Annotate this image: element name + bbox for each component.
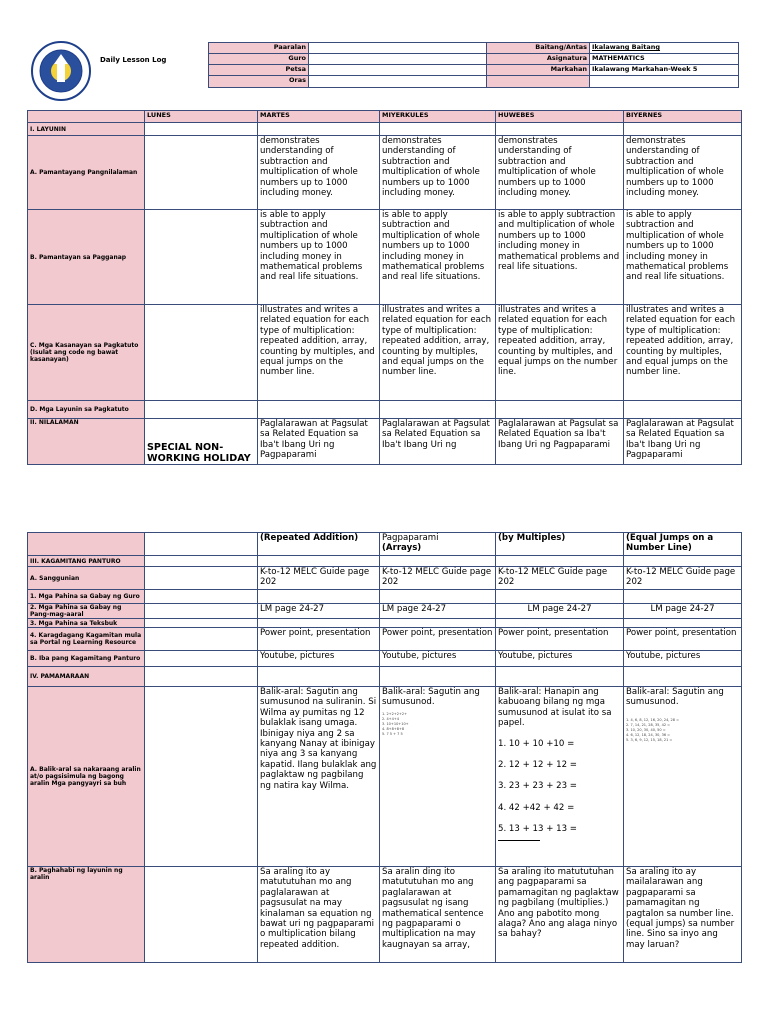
date-field[interactable]: [309, 65, 487, 76]
type-repeated-addition: (Repeated Addition): [258, 533, 380, 556]
row-label-sanggunian: A. Sanggunian: [28, 567, 145, 590]
equation-1: 1. 10 + 10 +10 =: [498, 738, 575, 749]
empty-label: [487, 76, 590, 88]
cell: Youtube, pictures: [624, 651, 742, 667]
cell: K-to-12 MELC Guide page 202: [380, 567, 496, 590]
empty-value: [590, 76, 739, 88]
cell: is able to apply subtraction and multiplication of whole numbers up to 1000 including money in mathematical problems and real life situations.: [380, 210, 496, 305]
balik-aral-martes: Balik-aral: Sagutin ang sumusunod na suliranin. Si Wilma ay pumitas ng 12 bulaklak isang umaga. Ibinigay niya ang 2 sa kanyang Nanay at ibinigay niya ang 3 sa kanyang kapatid. Ilang bulaklak ang paglaktaw ng pagbilang ng natira kay Wilma.: [258, 687, 380, 867]
cell: Paglalarawan at Pagsulat sa Related Equation sa Iba't Ibang Uri ng Pagpaparami: [258, 419, 380, 465]
cell: illustrates and writes a related equation for each type of multiplication: repeated addition, array, counting by multiples, and equal jumps on the number line.: [496, 305, 624, 401]
cell: Youtube, pictures: [496, 651, 624, 667]
procedures-table: [27, 532, 742, 963]
row-label-gabay-guro: 1. Mga Pahina sa Gabay ng Guro: [28, 590, 145, 604]
type-multiples: (by Multiples): [496, 533, 624, 556]
cell: Power point, presentation: [258, 628, 380, 651]
cell: Sa araling ito ay mailalarawan ang pagpaparami sa pamamagitan ng pagtalon sa number line. (equal jumps) sa number line. Sino sa inyo ang may laruan?: [624, 867, 742, 963]
balik-aral-biyernes: Balik-aral: Sagutin ang sumusunod. 1. 4, 6, 8, 12, 16, 20, 24, 28 = 2. 7, 14, 21, 28, 35, 42 = 3. 10, 20, 30, 40, 50 = 4. 6, 12, 18, 24, 30, 36 = 5. 3, 6, 9, 12, 15, 18, 21 =: [624, 687, 742, 867]
grade-label: Baitang/Antas: [487, 43, 590, 54]
cell: Paglalarawan at Pagsulat sa Related Equation sa Iba't Ibang Uri ng Pagpaparami: [496, 419, 624, 465]
cell: LM page 24-27: [258, 604, 380, 619]
cell: [145, 305, 258, 401]
teacher-field[interactable]: [309, 54, 487, 65]
cell: Youtube, pictures: [258, 651, 380, 667]
cell: is able to apply subtraction and multiplication of whole numbers up to 1000 including money in mathematical problems and real life situations.: [258, 210, 380, 305]
cell: is able to apply subtraction and multiplication of whole numbers up to 1000 including money in mathematical problems and real life situations.: [496, 210, 624, 305]
quarter-label: Markahan: [487, 65, 590, 76]
section-pamamaraan: IV. PAMAMARAAN: [28, 667, 145, 687]
row-label-balik-aral: A. Balik-aral sa nakaraang aralin at/o pagsisimula ng bagong aralin Mga pangyayri sa buh: [28, 687, 145, 867]
number-line-exercise: 1. 4, 6, 8, 12, 16, 20, 24, 28 = 2. 7, 14, 21, 28, 35, 42 = 3. 10, 20, 30, 40, 50 = 4. 6, 12, 18, 24, 30, 36 = 5. 3, 6, 9, 12, 15, 18, 21 =: [626, 717, 680, 742]
equation-2: 2. 12 + 12 + 12 =: [498, 760, 577, 771]
row-label-gabay-mag-aaral: 2. Mga Pahina sa Gabay ng Pang-mag-aaral: [28, 604, 145, 619]
corner-cell: [28, 111, 145, 123]
cell: LM page 24-27: [380, 604, 496, 619]
grade-value: Ikalawang Baitang: [590, 43, 739, 54]
subject-value: MATHEMATICS: [590, 54, 739, 65]
day-lunes: LUNES: [145, 111, 258, 123]
cell: demonstrates understanding of subtraction and multiplication of whole numbers up to 1000 including money.: [496, 136, 624, 210]
row-label-iba-pa: B. Iba pang Kagamitang Panturo: [28, 651, 145, 667]
type-number-line: (Equal Jumps on a Number Line): [624, 533, 742, 556]
row-label-pagganap: B. Pamantayan sa Pagganap: [28, 210, 145, 305]
teacher-label: Guro: [209, 54, 309, 65]
cell: illustrates and writes a related equation for each type of multiplication: repeated addition, array, counting by multiples, and equal jumps on the number line.: [624, 305, 742, 401]
row-label-portal: 4. Karagdagang Kagamitan mula sa Portal ng Learning Resource: [28, 628, 145, 651]
cell: K-to-12 MELC Guide page 202: [258, 567, 380, 590]
cell: Sa araling ito ay matututuhan mo ang paglalarawan at pagsusulat na may kinalaman sa equation ng bawat uri ng pagpaparami o multiplication bilang repeated addition.: [258, 867, 380, 963]
row-label-layunin-pagkatuto: D. Mga Layunin sa Pagkatuto: [28, 401, 145, 419]
row-label-paghahabi: B. Paghahabi ng layunin ng aralin: [28, 867, 145, 963]
row-label-pangnilalaman: A. Pamantayang Pangnilalaman: [28, 136, 145, 210]
cell: Power point, presentation: [624, 628, 742, 651]
cell: demonstrates understanding of subtraction and multiplication of whole numbers up to 1000 including money.: [258, 136, 380, 210]
cell: K-to-12 MELC Guide page 202: [496, 567, 624, 590]
cell: illustrates and writes a related equation for each type of multiplication: repeated addition, array, counting by multiples, and equal jumps on the number line.: [258, 305, 380, 401]
objectives-table: [27, 110, 742, 465]
school-label: Paaralan: [209, 43, 309, 54]
cell: [145, 136, 258, 210]
school-field[interactable]: [309, 43, 487, 54]
cell: Power point, presentation: [380, 628, 496, 651]
row-label-kasanayan: C. Mga Kasanayan sa Pagkatuto (Isulat ang code ng bawat kasanayan): [28, 305, 145, 401]
cell: Sa aralin ding ito matututuhan mo ang paglalarawan at pagsusulat ng isang mathematical sentence ng pagpaparami o multiplication na may kaugnayan sa array,: [380, 867, 496, 963]
cell: Paglalarawan at Pagsulat sa Related Equation sa Iba't Ibang Uri ng: [380, 419, 496, 465]
cell: Power point, presentation: [496, 628, 624, 651]
arrays-exercise: 1. 2+2+2+2+ 2. 4+4+4 3. 10+10+10+ 4. 8+8+8+8 5. 7 5 + 7 5: [382, 711, 409, 736]
holiday-note: SPECIAL NON-WORKING HOLIDAY: [145, 419, 258, 465]
section-layunin: I. LAYUNIN: [28, 123, 145, 136]
cell: Paglalarawan at Pagsulat sa Related Equation sa Iba't Ibang Uri ng Pagpaparami: [624, 419, 742, 465]
row-label-teksbuk: 3. Mga Pahina sa Teksbuk: [28, 619, 145, 628]
equation-5: 5. 13 + 13 + 13 =: [498, 824, 577, 835]
day-martes: MARTES: [258, 111, 380, 123]
document-title: Daily Lesson Log: [100, 56, 167, 64]
cell: LM page 24-27: [624, 604, 742, 619]
day-huwebes: HUWEBES: [496, 111, 624, 123]
day-biyernes: BIYERNES: [624, 111, 742, 123]
time-field[interactable]: [309, 76, 487, 88]
section-nilalaman: II. NILALAMAN: [28, 419, 145, 465]
day-miyerkules: MIYERKULES: [380, 111, 496, 123]
cell: demonstrates understanding of subtraction and multiplication of whole numbers up to 1000 including money.: [380, 136, 496, 210]
type-arrays: Pagpaparami (Arrays): [380, 533, 496, 556]
cell: demonstrates understanding of subtraction and multiplication of whole numbers up to 1000 including money.: [624, 136, 742, 210]
deped-logo: [30, 40, 92, 102]
cell: LM page 24-27: [496, 604, 624, 619]
cell: Youtube, pictures: [380, 651, 496, 667]
cell: illustrates and writes a related equation for each type of multiplication: repeated addition, array, counting by multiples, and equal jumps on the number line.: [380, 305, 496, 401]
equation-4: 4. 42 +42 + 42 =: [498, 802, 575, 813]
cell: is able to apply subtraction and multiplication of whole numbers up to 1000 including money in mathematical problems and real life situations.: [624, 210, 742, 305]
quarter-value: Ikalawang Markahan-Week 5: [590, 65, 739, 76]
cell: Sa araling ito matututuhan ang pagpaparami sa pamamagitan ng paglaktaw ng pagbilang (multiplies.) Ano ang pabotito mong alaga? Ano ang alaga ninyo sa bahay?: [496, 867, 624, 963]
header-table: [208, 42, 739, 88]
section-kagamitan: III. KAGAMITANG PANTURO: [28, 556, 145, 567]
date-label: Petsa: [209, 65, 309, 76]
equation-3: 3. 23 + 23 + 23 =: [498, 781, 577, 792]
cell: [145, 210, 258, 305]
subject-label: Asignatura: [487, 54, 590, 65]
balik-aral-huwebes: Balik-aral: Hanapin ang kabuoang bilang ng mga sumusunod at isulat ito sa papel. 1. 10 + 10 +10 = 2. 12 + 12 + 12 = 3. 23 + 23 + 23 = 4. 42 +42 + 42 = 5. 13 + 13 + 13 =: [496, 687, 624, 867]
cell: K-to-12 MELC Guide page 202: [624, 567, 742, 590]
time-label: Oras: [209, 76, 309, 88]
balik-aral-miyerkules: Balik-aral: Sagutin ang sumusunod. 1. 2+2+2+2+ 2. 4+4+4 3. 10+10+10+ 4. 8+8+8+8 5. 7 5 + 7 5: [380, 687, 496, 867]
